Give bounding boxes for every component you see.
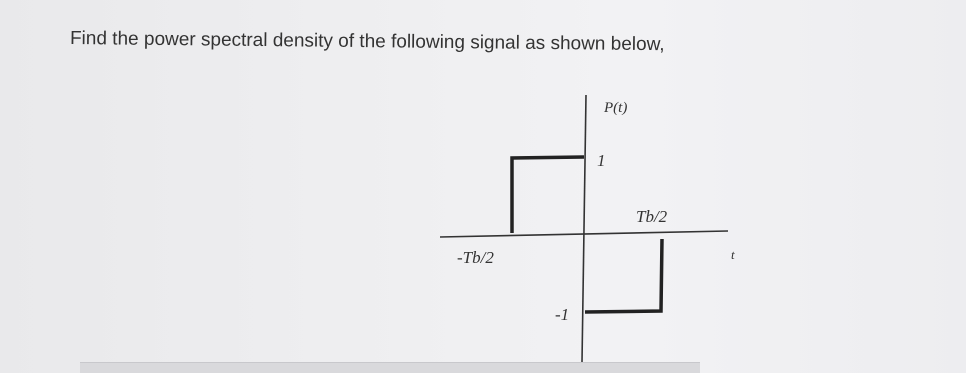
y-axis <box>582 95 586 362</box>
question-text: Find the power spectral density of the following signal as shown below, <box>69 28 665 56</box>
negative-pulse <box>585 239 662 312</box>
level-high-label: 1 <box>597 151 606 170</box>
bottom-divider <box>80 362 700 373</box>
positive-pulse <box>512 157 584 233</box>
y-axis-label: P(t) <box>604 100 628 116</box>
x-axis-label: t <box>731 247 735 262</box>
level-low-label: -1 <box>555 305 570 324</box>
left-edge-label: -Tb/2 <box>457 248 494 267</box>
right-edge-label: Tb/2 <box>636 207 668 226</box>
